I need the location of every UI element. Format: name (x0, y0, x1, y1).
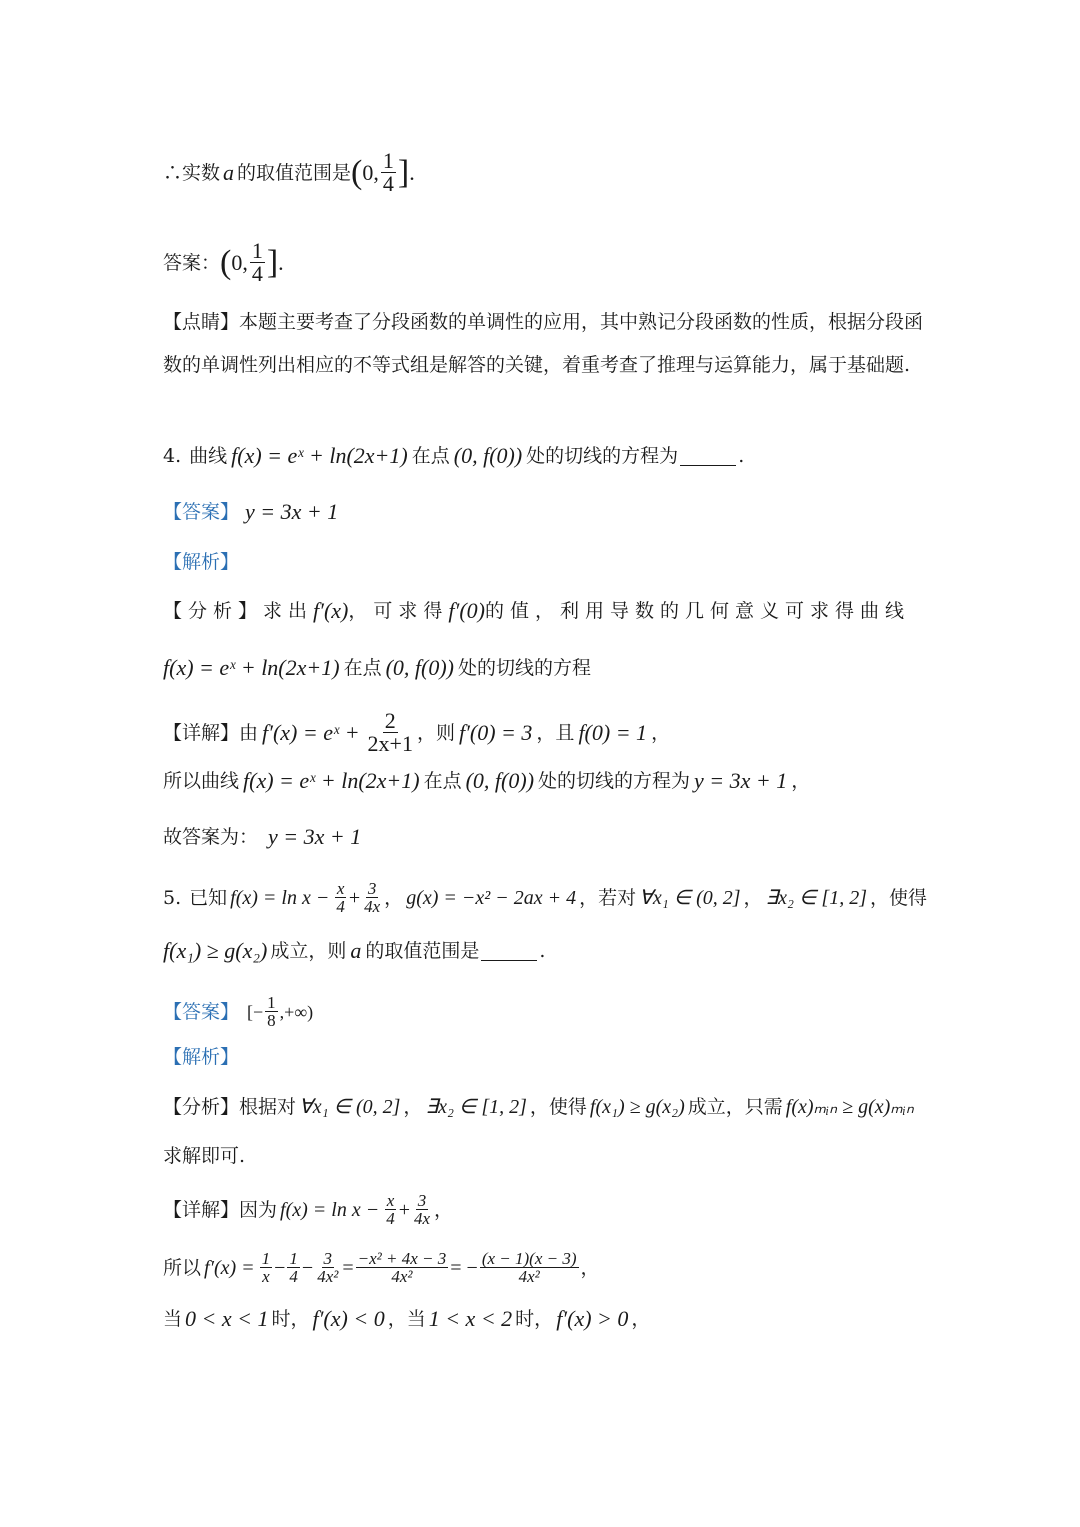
q5-answer: 【答案】 [− $\frac{1}{8}$ ,+∞) (163, 993, 314, 1030)
dianjing-line-2: 数的单调性列出相应的不等式组是解答的关键，着重考查了推理与运算能力，属于基础题. (163, 354, 911, 376)
q4-conclusion: 所以曲线 f(x) = eˣ + ln(2x+1) 在点 (0, f(0)) 处的切线的方程为 y = 3x + 1 ， (163, 768, 811, 793)
q4-jiexi (163, 548, 239, 576)
close-bracket: ] (397, 153, 410, 191)
q5-xiangjie-tag: 【详解】 (163, 1198, 240, 1221)
q4-fenxi-tag: 【分析】 (163, 600, 264, 622)
q5-number: 5. (163, 886, 182, 909)
dianjing-tag: 【点睛】 (163, 311, 240, 333)
therefore-prefix: ∴实数 (163, 161, 221, 184)
q5-fenxi-1: 【分析】 根据对 ∀x₁ ∈ (0, 2] ， ∃x₂ ∈ [1, 2] ，使得 f(x₁) ≥ g(x₂) 成立，只需 f(x)ₘᵢₙ ≥ g(x)ₘᵢₙ (163, 1093, 914, 1121)
therefore-line: ∴实数 a 的取值范围是 ( 0, $\frac{1}{4}$ ] . (163, 148, 415, 196)
q5-derivative: 所以 f′(x) = $\frac{1}{x}$ − $\frac{1}{4}$ − $\frac{3}{\text{4x²}}$ = $\frac{\text{−x² + 4x − 3}}{\text{4x²}}$ = − $\frac{(x - 1)(x - 3)}{\text{4x²}}$ ， (163, 1249, 600, 1286)
q5-stem-2: f(x₁) ≥ g(x₂) 成立，则 a 的取值范围是 . (163, 938, 546, 963)
answer-label: 答案： (163, 251, 221, 274)
q4-final: 故答案为： y = 3x + 1 (163, 824, 362, 849)
q5-jiexi-tag: 【解析】 (163, 1046, 240, 1068)
q5-jiexi (163, 1043, 239, 1071)
fraction-quarter: $\frac{1}{4}$ (382, 148, 394, 196)
q4-function: f(x) = eˣ + ln(2x+1) (231, 443, 408, 468)
q4-derivative-fraction: $\frac{2}{2x+1}$ (367, 708, 413, 756)
q4-fenxi-2: f(x) = eˣ + ln(2x+1) 在点 (0, f(0)) 处的切线的方程 (163, 655, 592, 680)
q4-answer-tag: 【答案】 (163, 501, 240, 523)
q4-stem: 4. 曲线 f(x) = eˣ + ln(2x+1) 在点 (0, f(0)) 处的切线的方程为 . (163, 443, 745, 468)
answer-line: 答案： ( 0, $\frac{1}{4}$ ] . (163, 238, 284, 286)
q4-fenxi-1: 【分析】 求出 f′(x) ，可求得 f′(0) 的值，利用导数的几何意义可求得曲线 (163, 598, 910, 623)
q5-fenxi-2: 求解即可. (163, 1145, 246, 1167)
interval-left: 0, (362, 159, 379, 185)
therefore-var: a (223, 159, 235, 185)
answer-fraction: $\frac{1}{4}$ (251, 238, 263, 286)
q4-xiangjie-tag: 【详解】 (163, 721, 240, 744)
q5-xiangjie: 【详解】 因为 f(x) = ln x − $\frac{x}{4}$ + $\frac{3}{4x}$ ， (163, 1191, 454, 1228)
q5-fenxi-tag: 【分析】 (163, 1096, 240, 1118)
q5-answer-tag: 【答案】 (163, 1000, 240, 1023)
q5-monotonic: 当 0 < x < 1 时， f′(x) < 0 ，当 1 < x < 2 时， f′(x) > 0 ， (163, 1306, 651, 1331)
answer-blank (680, 447, 736, 466)
open-paren: ( (351, 153, 363, 191)
answer-blank (481, 942, 537, 961)
therefore-suffix: 的取值范围是 (237, 161, 352, 184)
q4-answer: 【答案】 y = 3x + 1 (163, 499, 339, 524)
q4-xiangjie: 【详解】 由 f′(x) = eˣ + $\frac{2}{2x+1}$ ，则 f′(0) = 3 ，且 f(0) = 1 ， (163, 708, 671, 756)
dianjing-line-1: 【点睛】 本题主要考查了分段函数的单调性的应用，其中熟记分段函数的性质，根据分段函 (163, 308, 923, 336)
q4-number: 4. (163, 445, 182, 467)
q5-stem-1: 5. 已知 f(x) = ln x − $\frac{x}{4}$ + $\frac{3}{4x}$ ， g(x) = −x² − 2ax + 4 ，若对 ∀x₁ ∈ (0, 2] ， ∃x₂ ∈ [1, 2] ，使得 (163, 879, 928, 916)
q4-jiexi-tag: 【解析】 (163, 551, 240, 573)
